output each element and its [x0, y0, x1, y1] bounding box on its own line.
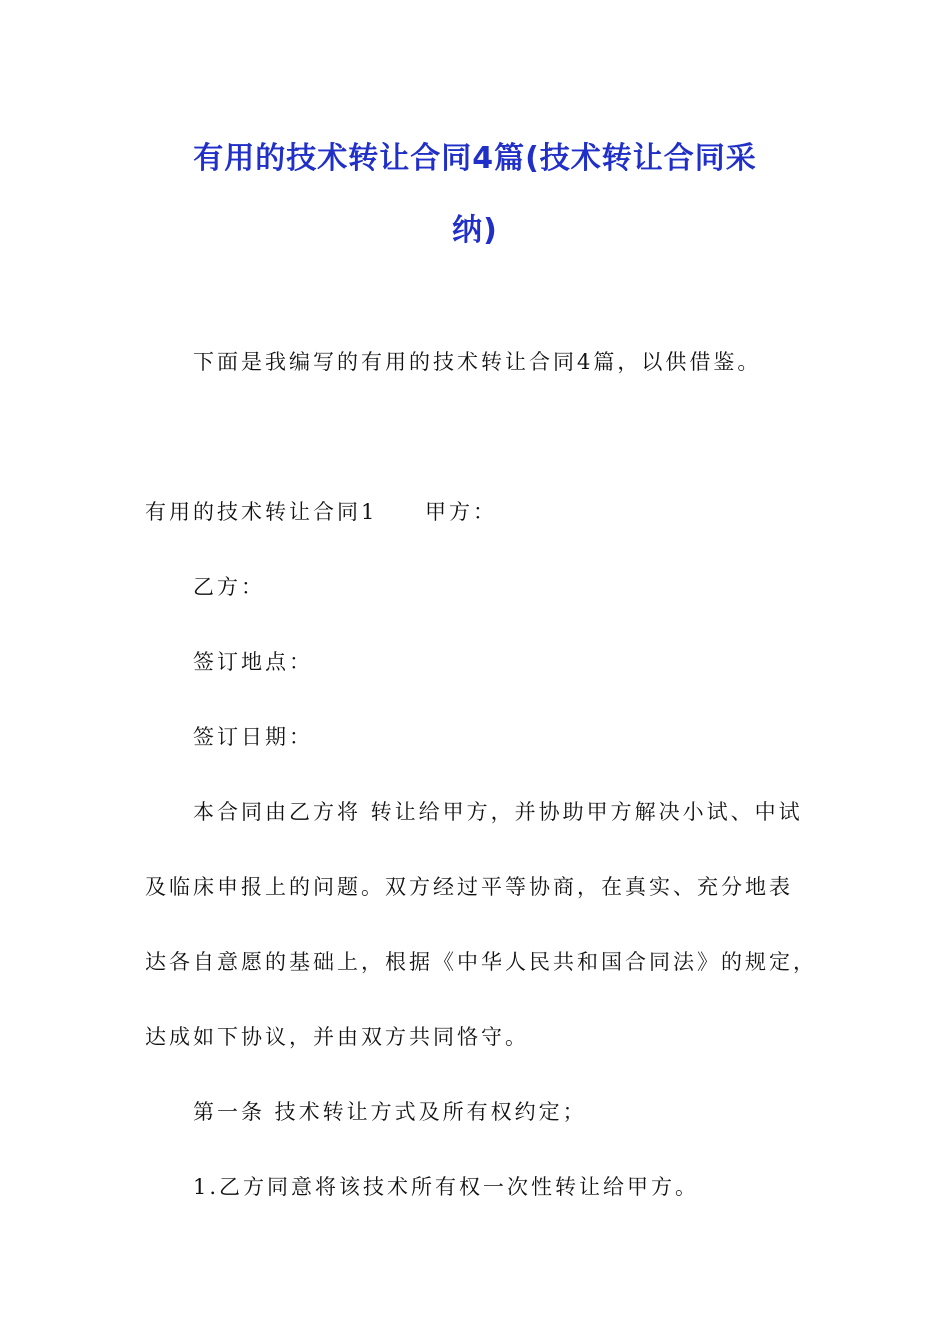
body-line-1: 本合同由乙方将 转让给甲方，并协助甲方解决小试、中试 — [193, 800, 803, 824]
document-title-line-1: 有用的技术转让合同4篇(技术转让合同采 — [193, 141, 757, 176]
intro-paragraph: 下面是我编写的有用的技术转让合同4篇，以供借鉴。 — [193, 350, 762, 374]
document-title-line-2: 纳) — [452, 213, 498, 248]
party-b-label: 乙方： — [193, 575, 265, 599]
body-line-3: 达各自意愿的基础上，根据《中华人民共和国合同法》的规定， — [145, 950, 817, 974]
sign-place-label: 签订地点： — [193, 650, 313, 674]
body-line-2: 及临床申报上的问题。双方经过平等协商，在真实、充分地表 — [145, 875, 793, 899]
contract-heading: 有用的技术转让合同1 — [145, 500, 378, 524]
body-line-4: 达成如下协议，并由双方共同恪守。 — [145, 1025, 529, 1049]
article-one-heading: 第一条 技术转让方式及所有权约定； — [193, 1100, 587, 1124]
party-a-label: 甲方： — [425, 500, 497, 524]
article-one-item-1: 1.乙方同意将该技术所有权一次性转让给甲方。 — [193, 1175, 700, 1199]
sign-date-label: 签订日期： — [193, 725, 313, 749]
